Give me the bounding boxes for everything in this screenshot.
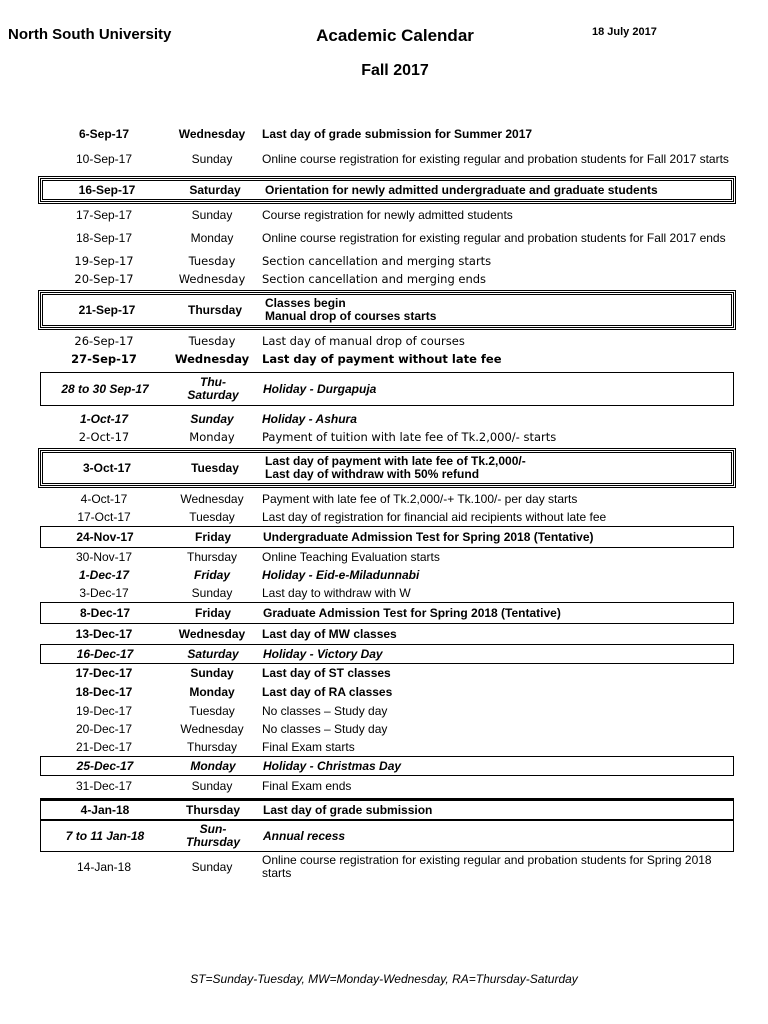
row-day: Wednesday	[180, 721, 244, 736]
row-date: 4-Jan-18	[80, 802, 130, 817]
calendar-row	[40, 490, 734, 508]
row-event: Graduate Admission Test for Spring 2018 (Tentative)	[263, 605, 561, 620]
row-date: 21-Dec-17	[75, 739, 133, 754]
row-date: 17-Oct-17	[77, 509, 131, 524]
row-event: Last day to withdraw with W	[262, 585, 411, 600]
page-title: Academic Calendar	[316, 26, 474, 45]
row-day: Tuesday	[188, 333, 236, 348]
row-event: Holiday - Eid-e-Miladunnabi	[262, 567, 420, 582]
calendar-row	[40, 683, 734, 702]
row-day: Sunday	[191, 207, 233, 222]
calendar-row	[40, 720, 734, 738]
row-day: Monday	[189, 685, 235, 699]
calendar-row	[40, 644, 734, 664]
row-event: No classes – Study day	[262, 703, 388, 718]
row-event: No classes – Study day	[262, 721, 388, 736]
row-day: Sunday	[191, 585, 233, 600]
calendar-row	[40, 602, 734, 624]
calendar-row	[40, 224, 734, 252]
calendar-row	[40, 428, 734, 446]
row-date: 25-Dec-17	[76, 758, 134, 773]
row-date: 18-Sep-17	[75, 230, 133, 245]
row-day: Friday	[193, 567, 230, 582]
row-date: 10-Sep-17	[75, 151, 133, 166]
row-day: Monday	[190, 758, 236, 773]
row-event: Last day of MW classes	[262, 626, 397, 641]
row-event: Last day of registration for financial aid recipients without late fee	[262, 509, 607, 524]
row-event: Holiday - Durgapuja	[263, 381, 377, 396]
abbreviation-legend: ST=Sunday-Tuesday, MW=Monday-Wednesday, RA=Thursday-Saturday	[190, 972, 578, 986]
term-title: Fall 2017	[361, 62, 429, 79]
row-event: Last day of RA classes	[262, 685, 393, 699]
row-event: Last day of ST classes	[262, 666, 391, 680]
row-date: 16-Sep-17	[78, 182, 136, 197]
row-day: Monday	[190, 230, 234, 245]
row-date: 6-Sep-17	[78, 126, 130, 141]
row-date: 21-Sep-17	[78, 302, 136, 317]
row-event: Undergraduate Admission Test for Spring 2018 (Tentative)	[263, 529, 594, 544]
calendar-row	[40, 624, 734, 644]
calendar-row	[40, 548, 734, 566]
row-event: Last day of manual drop of courses	[262, 333, 465, 348]
row-event: Last day of grade submission	[263, 802, 433, 817]
row-day: Sunday	[190, 666, 234, 680]
row-day: Sunday	[191, 859, 233, 874]
row-day: Wednesday	[178, 126, 246, 141]
row-event: Payment of tuition with late fee of Tk.2,000/- starts	[262, 429, 557, 444]
row-event: Course registration for newly admitted students	[262, 207, 513, 222]
row-day: Tuesday	[188, 253, 236, 268]
row-event: Last day of grade submission for Summer 2017	[262, 126, 533, 141]
row-day: Friday	[194, 605, 231, 620]
issue-date: 18 July 2017	[592, 26, 657, 38]
calendar-row	[40, 526, 734, 548]
calendar-row	[40, 178, 734, 202]
row-date: 30-Nov-17	[75, 549, 133, 564]
row-day: Saturday	[189, 182, 241, 197]
row-date: 13-Dec-17	[75, 626, 133, 641]
row-date: 14-Jan-18	[76, 859, 132, 874]
row-day: Wednesday	[178, 271, 246, 286]
calendar-row	[40, 292, 734, 328]
row-date: 1-Oct-17	[79, 411, 129, 426]
row-day: Tuesday	[189, 703, 235, 718]
row-day: Wednesday	[178, 626, 246, 641]
calendar-row	[40, 332, 734, 350]
row-date: 19-Sep-17	[74, 253, 134, 268]
calendar-row	[40, 410, 734, 428]
calendar-row	[40, 124, 734, 144]
calendar-row	[40, 508, 734, 526]
row-day: Sunday	[190, 411, 234, 426]
row-day: Tuesday	[191, 460, 239, 475]
row-event: Section cancellation and merging ends	[262, 271, 487, 286]
row-date: 1-Dec-17	[78, 567, 130, 582]
row-day: Wednesday	[180, 491, 244, 506]
calendar-row	[40, 144, 734, 174]
row-date: 3-Oct-17	[82, 460, 132, 475]
row-day: Tuesday	[189, 509, 235, 524]
calendar-row	[40, 450, 734, 486]
row-day: Thursday	[186, 739, 238, 754]
row-event: Last day of payment without late fee	[262, 351, 502, 366]
row-day: Thursday	[186, 549, 238, 564]
row-date: 18-Dec-17	[75, 685, 133, 699]
row-day: Sunday	[191, 778, 233, 793]
row-event: Annual recess	[263, 828, 346, 843]
row-date: 20-Dec-17	[75, 721, 133, 736]
calendar-row	[40, 584, 734, 602]
row-day: Monday	[189, 429, 235, 444]
calendar-row	[40, 350, 734, 368]
row-date: 17-Dec-17	[75, 666, 133, 680]
row-event: Section cancellation and merging starts	[262, 253, 492, 268]
row-date: 17-Sep-17	[75, 207, 133, 222]
row-day: Friday	[194, 529, 231, 544]
row-date: 24-Nov-17	[76, 529, 134, 544]
row-date: 27-Sep-17	[71, 351, 137, 366]
calendar-row	[40, 702, 734, 720]
calendar-row	[40, 566, 734, 584]
university-name: North South University	[8, 26, 172, 43]
row-date: 20-Sep-17	[74, 271, 134, 286]
row-event: Online Teaching Evaluation starts	[262, 549, 440, 564]
calendar-row	[40, 738, 734, 756]
row-event: Last day of payment with late fee of Tk.2,000/- Last day of withdraw with 50% refund	[265, 454, 526, 481]
row-date: 7 to 11 Jan-18	[65, 828, 145, 843]
row-day: Saturday	[187, 646, 239, 661]
row-event: Orientation for newly admitted undergraduate and graduate students	[265, 182, 658, 197]
calendar-row	[40, 798, 734, 820]
row-day: Sunday	[191, 151, 233, 166]
row-date: 16-Dec-17	[76, 646, 134, 661]
calendar-row	[40, 820, 734, 852]
calendar-row	[40, 664, 734, 683]
calendar-row	[40, 776, 734, 796]
row-date: 3-Dec-17	[79, 585, 129, 600]
calendar-row	[40, 756, 734, 776]
row-event: Online course registration for existing regular and probation students for Spring 2018 starts	[262, 853, 712, 880]
row-day: Thursday	[187, 302, 242, 317]
row-day: Thursday	[185, 802, 240, 817]
row-date: 8-Dec-17	[79, 605, 131, 620]
calendar-table	[40, 124, 734, 882]
row-event: Holiday - Christmas Day	[263, 758, 402, 773]
row-event: Online course registration for existing regular and probation students for Fall 2017 ends	[262, 230, 726, 245]
calendar-row	[40, 206, 734, 224]
row-event: Final Exam starts	[262, 739, 355, 754]
row-date: 4-Oct-17	[80, 491, 128, 506]
row-event: Holiday - Ashura	[262, 411, 357, 426]
row-date: 26-Sep-17	[74, 333, 134, 348]
row-date: 19-Dec-17	[75, 703, 133, 718]
row-event: Holiday - Victory Day	[263, 646, 383, 661]
row-day: Sun- Thursday	[185, 822, 240, 849]
row-date: 2-Oct-17	[78, 429, 130, 444]
calendar-row	[40, 252, 734, 270]
row-date: 31-Dec-17	[75, 778, 133, 793]
row-day: Thu- Saturday	[187, 375, 239, 402]
row-event: Payment with late fee of Tk.2,000/-+ Tk.100/- per day starts	[262, 491, 578, 506]
row-event: Classes begin Manual drop of courses starts	[265, 296, 437, 323]
calendar-row	[40, 270, 734, 288]
calendar-row	[40, 852, 734, 882]
row-day: Wednesday	[174, 351, 250, 366]
row-event: Final Exam ends	[262, 778, 352, 793]
calendar-row	[40, 372, 734, 406]
row-event: Online course registration for existing regular and probation students for Fall 2017 starts	[262, 151, 729, 166]
row-date: 28 to 30 Sep-17	[61, 381, 149, 396]
